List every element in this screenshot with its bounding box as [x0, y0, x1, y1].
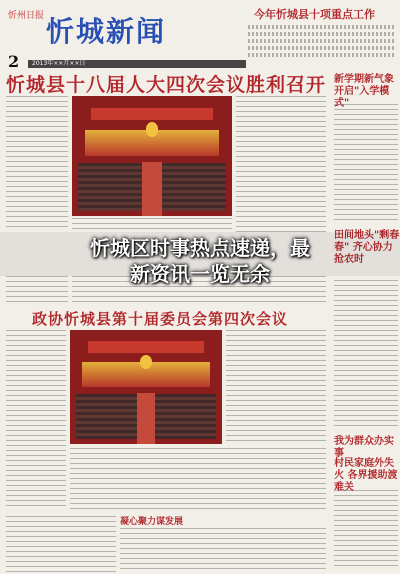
text-column [226, 330, 326, 444]
emblem-icon [146, 122, 159, 136]
sidebar-heading: 我为群众办实事 [334, 436, 394, 459]
sidebar-heading: 村民家庭外失火 各界援助渡难关 [334, 458, 398, 493]
right-sidebar [330, 70, 400, 574]
text-line [248, 46, 396, 50]
overlay-line-1: 忻城区时事热点速递，最 [90, 236, 310, 260]
text-column [236, 96, 326, 232]
photo-banner [88, 341, 204, 352]
headline-top: 忻城县十八届人大四次会议胜利召开 [6, 74, 327, 96]
bottom-headline: 凝心聚力谋发展 [120, 517, 184, 527]
text-column [334, 280, 398, 430]
headline-second: 政协忻城县第十届委员会第四次会议 [32, 310, 289, 328]
text-column [6, 330, 66, 510]
text-column [120, 528, 326, 572]
text-line [248, 53, 396, 57]
newspaper-title: 忻城新闻 [46, 15, 167, 48]
text-line [248, 32, 396, 36]
date-text: 2013年××月××日 [32, 60, 86, 67]
congress-photo-top [72, 96, 232, 216]
text-column [6, 96, 68, 231]
congress-photo-bottom [70, 330, 222, 444]
photo-banner [91, 108, 213, 120]
sidebar-heading: 田间地头"剩春春" 齐心协力抢农时 [334, 230, 400, 265]
sidebar-heading: 新学期新气象 开启"入学模式" [334, 74, 394, 109]
newspaper-badge: 忻州日报 [8, 11, 45, 21]
photo-aisle [142, 162, 161, 216]
date-bar [28, 60, 246, 68]
text-line [248, 25, 396, 29]
page-number: 2 [8, 52, 20, 71]
text-column [70, 448, 326, 510]
masthead [0, 0, 400, 52]
emblem-icon [140, 355, 152, 369]
text-column [6, 516, 116, 572]
text-column [334, 490, 398, 570]
overlay-line-2: 新资讯一览无余 [130, 262, 270, 286]
text-column [334, 104, 398, 224]
masthead-right-headline: 今年忻城县十项重点工作 [254, 8, 375, 21]
photo-aisle [137, 393, 155, 444]
masthead-right-column [248, 6, 396, 52]
overlay-title [0, 235, 400, 287]
photo-caption [72, 218, 232, 232]
text-line [248, 39, 396, 43]
